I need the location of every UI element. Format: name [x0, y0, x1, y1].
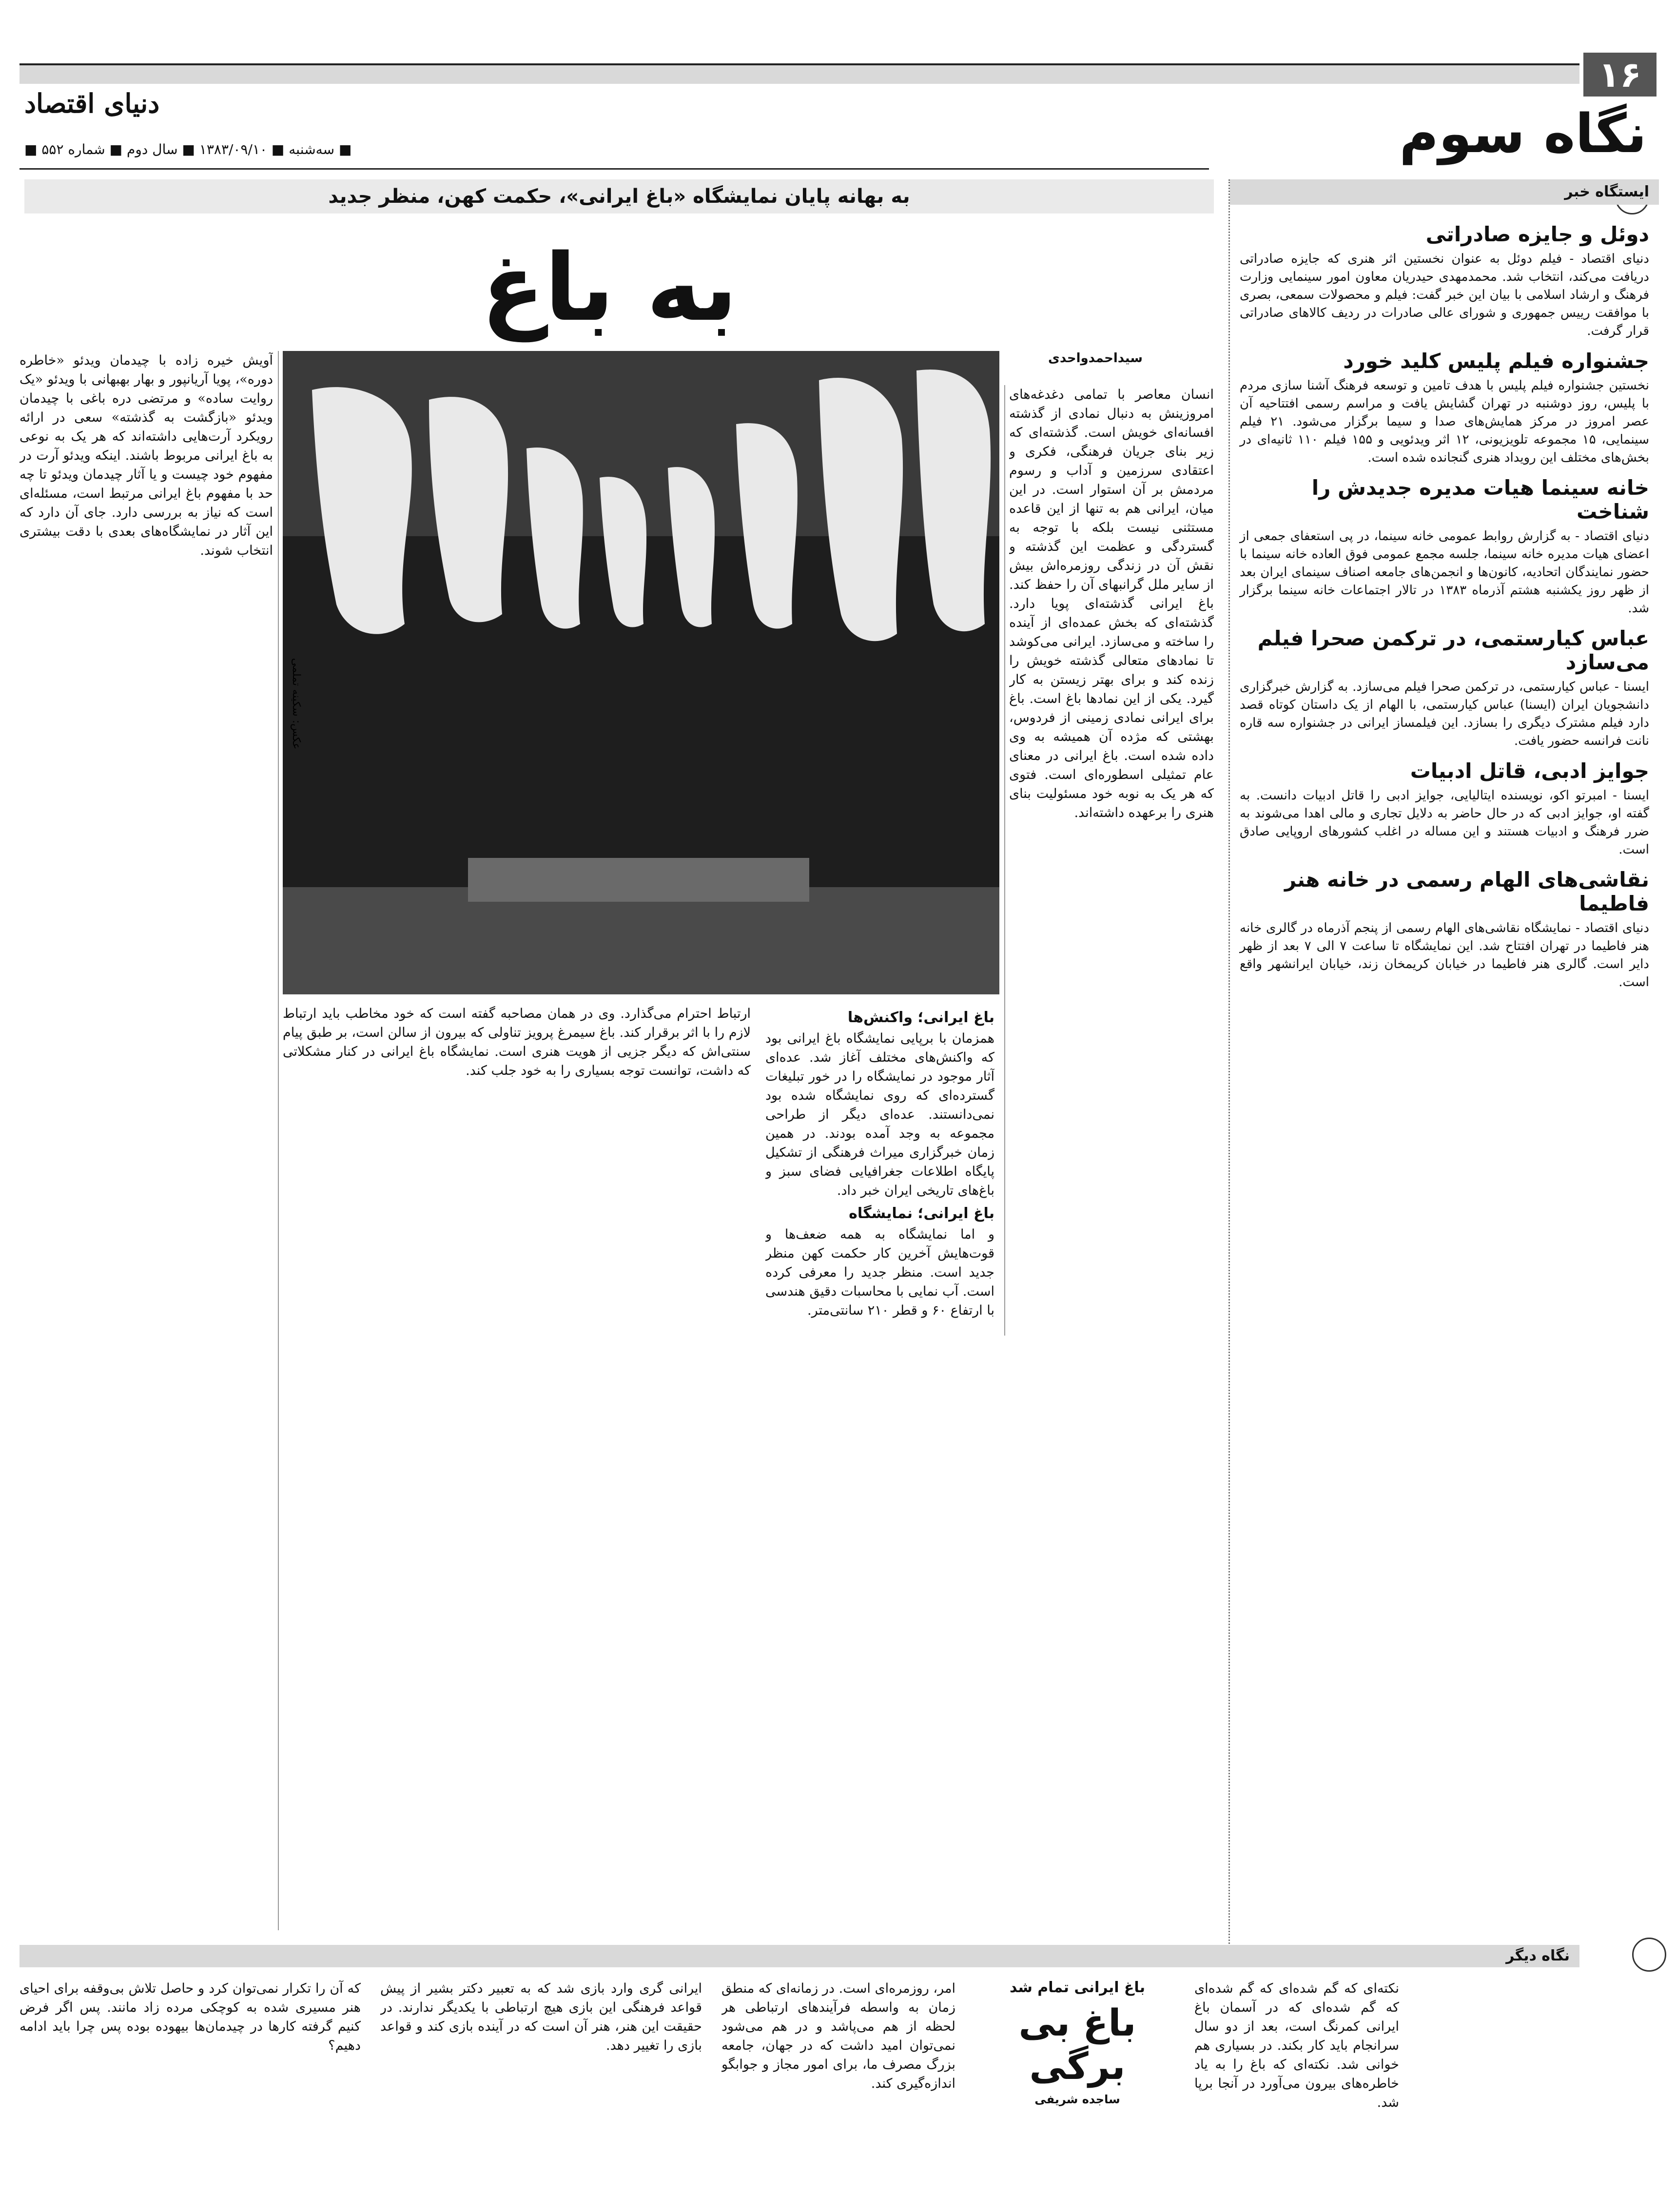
- news-item-body: ایسنا - امبرتو اکو، نویسنده ایتالیایی، جوایز ادبی را قاتل ادبیات دانست. به گفته او، جوایز ادبی که در حال حاضر به دلایل تجاری و مالی اهدا می‌شوند به ضرر فرهنگ و ادبیات هستند و این مساله در اغلب کشورهای اروپایی صادق است.: [1240, 788, 1649, 857]
- article-kicker: به بهانه پایان نمایشگاه «باغ ایرانی»، حکمت کهن، منظر جدید: [24, 179, 1214, 213]
- news-item: [1240, 349, 1649, 467]
- bottom-byline: ساجده شریفی: [1034, 2093, 1120, 2106]
- newspaper-logo: دنیای اقتصاد: [24, 88, 160, 119]
- news-item-body: ایسنا - عباس کیارستمی، در ترکمن صحرا فیلم می‌سازد. به گزارش خبرگزاری دانشجویان ایران (ایسنا) عباس کیارستمی، با الهام از یک داستان کوتاه قصد دارد فیلم مشترک دیگری را بسازد. این فیلمساز ایرانی در جشنواره سه قاره نانت فرانسه حضور یافت.: [1240, 679, 1649, 748]
- article-column-3: [283, 1004, 751, 1930]
- news-item-body: نخستین جشنواره فیلم پلیس با هدف تامین و توسعه فرهنگ آشنا سازی مردم با پلیس، روز دوشنبه در تهران گشایش یافت و مراسم رسمی افتتاحیه آن عصر امروز در مرکز همایش‌های صدا و سیما برگزار می‌شود. ۲۱ فیلم سینمایی، ۱۵ مجموعه تلویزیونی، ۱۲ اثر ویدئویی و ۱۵۵ فیلم ۱۱۰ ثانیه‌ای در بخش‌های مختلف این رویداد هنری گنجانده شده است.: [1240, 378, 1650, 465]
- bottom-column-1-text: نکته‌ای که گم شده‌ای که گم شده‌ای که گم شده‌ای که در آسمان باغ ایرانی کمرنگ است، بعد از دو سال سرانجام باید کار بکند. در بسیاری هم خوانی شد. نکته‌ای که باغ را به یاد خاطره‌های بیرون می‌آورد در آنجا برپا شد.: [1194, 1981, 1399, 2110]
- bottom-kicker: باغ ایرانی تمام شد: [1010, 1979, 1145, 1996]
- news-item-title: نقاشی‌های الهام رسمی در خانه هنر فاطیما: [1284, 868, 1649, 915]
- dateline: ■ سه‌شنبه ■ ۱۳۸۳/۰۹/۱۰ ■ سال دوم ■ شماره ۵۵۲ ■: [24, 141, 352, 157]
- article-column-1: [1009, 385, 1214, 1336]
- bottom-column-3: [380, 1979, 702, 2203]
- bottom-column-2: [721, 1979, 955, 2203]
- article-photo: [283, 351, 999, 994]
- news-item: [1240, 759, 1649, 859]
- news-station-title: ایستگاه خبر: [1230, 179, 1659, 205]
- column-divider: [278, 351, 279, 1930]
- article-byline: سیداحمدواحدی: [1048, 351, 1143, 366]
- bottom-section-title: نگاه دیگر: [19, 1945, 1579, 1967]
- article-column-4: [19, 351, 273, 1930]
- news-item-title: جوایز ادبی، قاتل ادبیات: [1410, 759, 1649, 783]
- news-item-title: خانه سینما هیات مدیره جدیدش را شناخت: [1311, 476, 1649, 524]
- section-title: نگاه سوم: [1399, 102, 1647, 165]
- page-number: ۱۶: [1583, 53, 1657, 97]
- article-column-1-text: انسان معاصر با تمامی دغدغه‌های امروزینش به دنبال نمادی از گذشته افسانه‌ای خویش است. گذشته‌ای که زیر بنای جریان فرهنگی، فکری و اعتقادی سرزمین و آداب و رسوم مردمش بر آن استوار است. در این میان، ایرانی هم به تنها از این قاعده مستثنی نیست بلکه با توجه به گستردگی و عظمت این گذشته و نقش آن در زندگی روزمره‌اش بیش از سایر ملل گرانبهای آن را حفظ کند. باغ ایرانی گذشته‌ای پویا دارد. گذشته‌ای که بخش عمده‌ای از آینده را ساخته و می‌سازد. ایرانی می‌کوشد تا نمادهای متعالی گذشته خویش را زنده کند و برای بهتر زیستن به کار گیرد. یکی از این نمادها باغ است. باغ برای ایرانی نمادی زمینی از فردوس، بهشتی که مژده آن همیشه به وی داده شده است. باغ ایرانی در معنای عام تمثیلی اسطوره‌ای است. فتوی که هر یک به نوبه خود مسئولیت بنای هنری را برعهده داشته‌اند.: [1009, 387, 1214, 820]
- news-item: [1240, 476, 1649, 618]
- photo-credit: عکس: سکینه تملمی: [290, 658, 302, 750]
- article-headline: به باغ: [481, 234, 738, 342]
- news-station-sidebar: [1228, 179, 1659, 1944]
- masthead-bar: [19, 63, 1579, 84]
- news-item-body: دنیای اقتصاد - نمایشگاه نقاشی‌های الهام رسمی از پنجم آذرماه در گالری خانه هنر فاطیما در تهران افتتاح شد. این نمایشگاه تا ساعت ۷ الی ۷ بعد از ظهر دایر است. گالری هنر فاطیما در خیابان کریمخان زند، خیابان ایرانشهر واقع است.: [1240, 921, 1649, 990]
- header-rule: [19, 168, 1209, 170]
- bottom-column-4-text: که آن را تکرار نمی‌توان کرد و حاصل تلاش بی‌وقفه برای احیای هنر مسیری شده به کوچکی مرده زاد مانند. پس اگر فرض کنیم گرفته کارها در چیدمان‌ها بیهوده بوده پس چرا باید ادامه دهیم؟: [19, 1981, 361, 2053]
- news-item-title: عباس کیارستمی، در ترکمن صحرا فیلم می‌سازد: [1257, 626, 1649, 674]
- subhead-exhibition: باغ ایرانی؛ نمایشگاه: [849, 1205, 994, 1222]
- photo-illustration: [283, 351, 999, 994]
- news-item-body: دنیای اقتصاد - فیلم دوئل به عنوان نخستین اثر هنری که جایزه صادراتی دریافت می‌کند، انتخاب شد. محمدمهدی حیدریان معاون امور سینمایی وزارت فرهنگ و ارشاد اسلامی با بیان این خبر گفت: فیلم و محصولات سمعی، بصری با موافقت رییس جمهوری و شورای عالی صادرات در ردیف کالاهای صادراتی قرار گرفت.: [1240, 252, 1649, 338]
- article-column-4-text: آویش خیره زاده با چیدمان ویدئو «خاطره دوره»، پویا آریانپور و بهار بهبهانی با ویدئو «یک روایت ساده» و مرتضی دره باغی با چیدمان ویدئو «بازگشت به گذشته» سعی در ارائه رویکرد آرت‌هایی داشته‌اند که هر یک به نوعی به باغ ایرانی مربوط باشند. اینکه ویدئو آرت در مفهوم خود چیست و یا آثار چیدمان ویدئو تا چه حد با مفهوم باغ ایرانی مرتبط است، مسئله‌ای است که نیاز به بررسی دارد. جای آن دارد که این آثار در نمایشگاه‌های بعدی با دقت بیشتری انتخاب شوند.: [19, 353, 273, 558]
- article-column-2-text2: و اما نمایشگاه به همه ضعف‌ها و قوت‌هایش آخرین کار حکمت کهن منظر جدید است. منظر جدید را معرفی کرده است. آب نمایی با محاسبات دقیق هندسی با ارتفاع ۶۰ و قطر ۲۱۰ سانتی‌متر.: [765, 1227, 994, 1318]
- news-item-title: جشنواره فیلم پلیس کلید خورد: [1343, 349, 1649, 373]
- globe-icon: [1632, 1938, 1666, 1972]
- article-column-3-text: ارتباط احترام می‌گذارد. وی در همان مصاحبه گفته است که خود مخاطب باید ارتباط لازم را با اثر برقرار کند. باغ سیمرغ پرویز تناولی که بیرون از سالن است، بر طبق پیام سنتی‌اش که دیگر جزیی از هویت هنری است. نمایشگاه باغ ایرانی در کنار مشکلاتی که داشت، توانست توجه بسیاری را به خود جلب کند.: [283, 1006, 751, 1078]
- news-item-title: دوئل و جایزه صادراتی: [1425, 222, 1649, 246]
- news-item: [1240, 222, 1649, 340]
- news-list: [1240, 213, 1659, 991]
- news-item: [1240, 868, 1649, 991]
- bottom-column-3-text: ایرانی گری وارد بازی شد که به تعبیر دکتر بشیر از پیش قواعد فرهنگی این بازی هیچ ارتباطی با یکدیگر ندارند. در حقیقت این هنر، هنر آن است که در آینده بازی کند و قواعد بازی را تغییر دهد.: [380, 1981, 702, 2053]
- bottom-headline: باغ بی برگی: [1018, 2001, 1136, 2088]
- news-item: [1240, 626, 1649, 750]
- article-column-2-text: همزمان با برپایی نمایشگاه باغ ایرانی بود که واکنش‌های مختلف آغاز شد. عده‌ای آثار موجود در نمایشگاه را در خور تبلیغات گسترده‌ای که روی نمایشگاه شده بود نمی‌دانستند. عده‌ای دیگر از طراحی مجموعه به وجد آمده بودند. در همین زمان خبرگزاری میراث فرهنگی از تشکیل پایگاه اطلاعات جغرافیایی فضای سبز و باغ‌های تاریخی ایران خبر داد.: [765, 1031, 994, 1198]
- bottom-column-4: [19, 1979, 361, 2203]
- bottom-column-1: [1194, 1979, 1399, 2203]
- bottom-column-2-text: امر، روزمره‌ای است. در زمانه‌ای که منطق زمان به واسطه فرآیندهای ارتباطی هر لحظه از هم می‌پاشد و در هم می‌شود نمی‌توان امید داشت که در جهان، جامعه بزرگ مصرف ما، برای امور مجاز و جوابگو اندازه‌گیری کند.: [721, 1981, 955, 2091]
- column-divider: [1004, 385, 1005, 1336]
- article-column-2: [765, 1004, 994, 1336]
- subhead-reactions: باغ ایرانی؛ واکنش‌ها: [847, 1009, 994, 1026]
- news-item-body: دنیای اقتصاد - به گزارش روابط عمومی خانه سینما، در پی استعفای جمعی از اعضای هیات مدیره خانه سینما، جلسه مجمع عمومی فوق العاده خانه سینما با حضور نمایندگان اتحادیه، کانون‌ها و انجمن‌های جامعه اصناف سینمای ایران بعد از ظهر روز یکشنبه هشتم آذرماه ۱۳۸۳ در تالار اجتماعات خانه سینما برگزار شد.: [1240, 529, 1649, 616]
- bottom-article-head: [975, 1979, 1180, 2203]
